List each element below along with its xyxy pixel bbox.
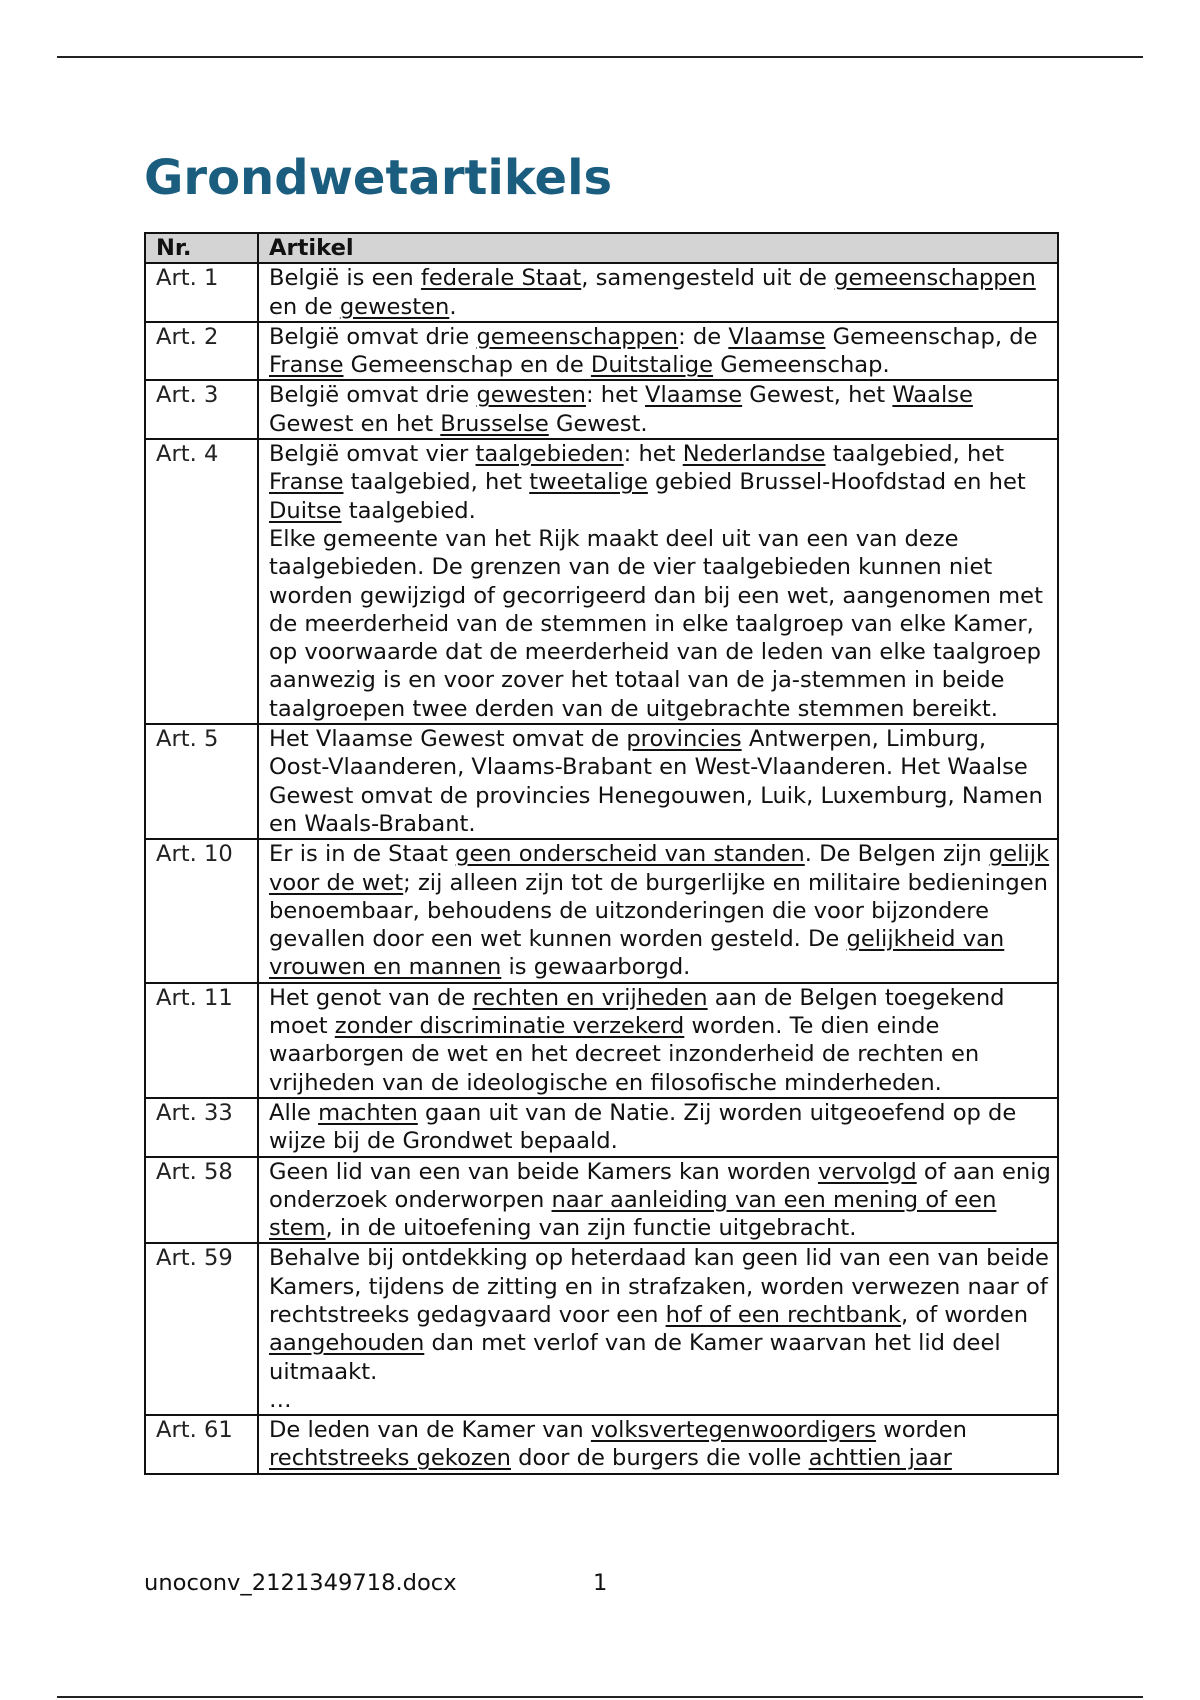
header-rule bbox=[57, 56, 1143, 58]
table-row bbox=[145, 724, 1058, 839]
article-text: Er is in de Staat geen onderscheid van standen. De Belgen zijn gelijk voor de wet; zij alleen zijn tot de burgerlijke en militaire bedieningen benoembaar, behoudens de uitzonderingen die voor bijzondere gevallen door een wet kunnen worden gesteld. De gelijkheid van vrouwen en mannen is gewaarborgd. bbox=[258, 839, 1058, 982]
article-number: Art. 33 bbox=[145, 1098, 258, 1157]
table-row bbox=[145, 380, 1058, 439]
article-text: België omvat drie gewesten: het Vlaamse Gewest, het Waalse Gewest en het Brusselse Gewest. bbox=[258, 380, 1058, 439]
column-header-nr: Nr. bbox=[145, 233, 258, 263]
table-row bbox=[145, 839, 1058, 982]
table-body bbox=[145, 263, 1058, 1473]
table-row bbox=[145, 1157, 1058, 1244]
table-row bbox=[145, 983, 1058, 1098]
article-number: Art. 61 bbox=[145, 1415, 258, 1474]
table-row bbox=[145, 439, 1058, 724]
table-row bbox=[145, 1415, 1058, 1474]
document-title: Grondwetartikels bbox=[144, 150, 613, 206]
article-number: Art. 11 bbox=[145, 983, 258, 1098]
article-number: Art. 59 bbox=[145, 1243, 258, 1415]
article-text: Behalve bij ontdekking op heterdaad kan geen lid van een van beide Kamers, tijdens de zitting en in strafzaken, worden verwezen naar of rechtstreeks gedagvaard voor een hof of een rechtbank, of worden aangehouden dan met verlof van de Kamer waarvan het lid deel uitmaakt. … bbox=[258, 1243, 1058, 1415]
footer-filename: unoconv_2121349718.docx bbox=[144, 1570, 457, 1596]
footer-rule bbox=[57, 1696, 1143, 1698]
article-number: Art. 4 bbox=[145, 439, 258, 724]
article-text: De leden van de Kamer van volksvertegenwoordigers worden rechtstreeks gekozen door de burgers die volle achttien jaar bbox=[258, 1415, 1058, 1474]
article-text: Geen lid van een van beide Kamers kan worden vervolgd of aan enig onderzoek onderworpen naar aanleiding van een mening of een stem, in de uitoefening van zijn functie uitgebracht. bbox=[258, 1157, 1058, 1244]
table-row bbox=[145, 263, 1058, 322]
table-row bbox=[145, 1098, 1058, 1157]
article-number: Art. 1 bbox=[145, 263, 258, 322]
article-text: Het Vlaamse Gewest omvat de provincies Antwerpen, Limburg, Oost-Vlaanderen, Vlaams-Brabant en West-Vlaanderen. Het Waalse Gewest omvat de provincies Henegouwen, Luik, Luxemburg, Namen en Waals-Brabant. bbox=[258, 724, 1058, 839]
article-text: Het genot van de rechten en vrijheden aan de Belgen toegekend moet zonder discriminatie verzekerd worden. Te dien einde waarborgen de wet en het decreet inzonderheid de rechten en vrijheden van de ideologische en filosofische minderheden. bbox=[258, 983, 1058, 1098]
column-header-artikel: Artikel bbox=[258, 233, 1058, 263]
article-text: Alle machten gaan uit van de Natie. Zij worden uitgeoefend op de wijze bij de Grondwet bepaald. bbox=[258, 1098, 1058, 1157]
article-number: Art. 3 bbox=[145, 380, 258, 439]
article-number: Art. 2 bbox=[145, 322, 258, 381]
article-number: Art. 10 bbox=[145, 839, 258, 982]
article-text: België omvat drie gemeenschappen: de Vlaamse Gemeenschap, de Franse Gemeenschap en de Duitstalige Gemeenschap. bbox=[258, 322, 1058, 381]
table-row bbox=[145, 322, 1058, 381]
articles-table bbox=[144, 232, 1059, 1475]
article-number: Art. 58 bbox=[145, 1157, 258, 1244]
footer-page-number: 1 bbox=[593, 1570, 608, 1596]
table-row bbox=[145, 1243, 1058, 1415]
article-text: België is een federale Staat, samengesteld uit de gemeenschappen en de gewesten. bbox=[258, 263, 1058, 322]
article-number: Art. 5 bbox=[145, 724, 258, 839]
article-text: België omvat vier taalgebieden: het Nederlandse taalgebied, het Franse taalgebied, het tweetalige gebied Brussel-Hoofdstad en het Duitse taalgebied. Elke gemeente van het Rijk maakt deel uit van een van deze taalgebieden. De grenzen van de vier taalgebieden kunnen niet worden gewijzigd of gecorrigeerd dan bij een wet, aangenomen met de meerderheid van de stemmen in elke taalgroep van elke Kamer, op voorwaarde dat de meerderheid van de leden van elke taalgroep aanwezig is en voor zover het totaal van de ja-stemmen in beide taalgroepen twee derden van de uitgebrachte stemmen bereikt. bbox=[258, 439, 1058, 724]
table-header-row bbox=[145, 233, 1058, 263]
